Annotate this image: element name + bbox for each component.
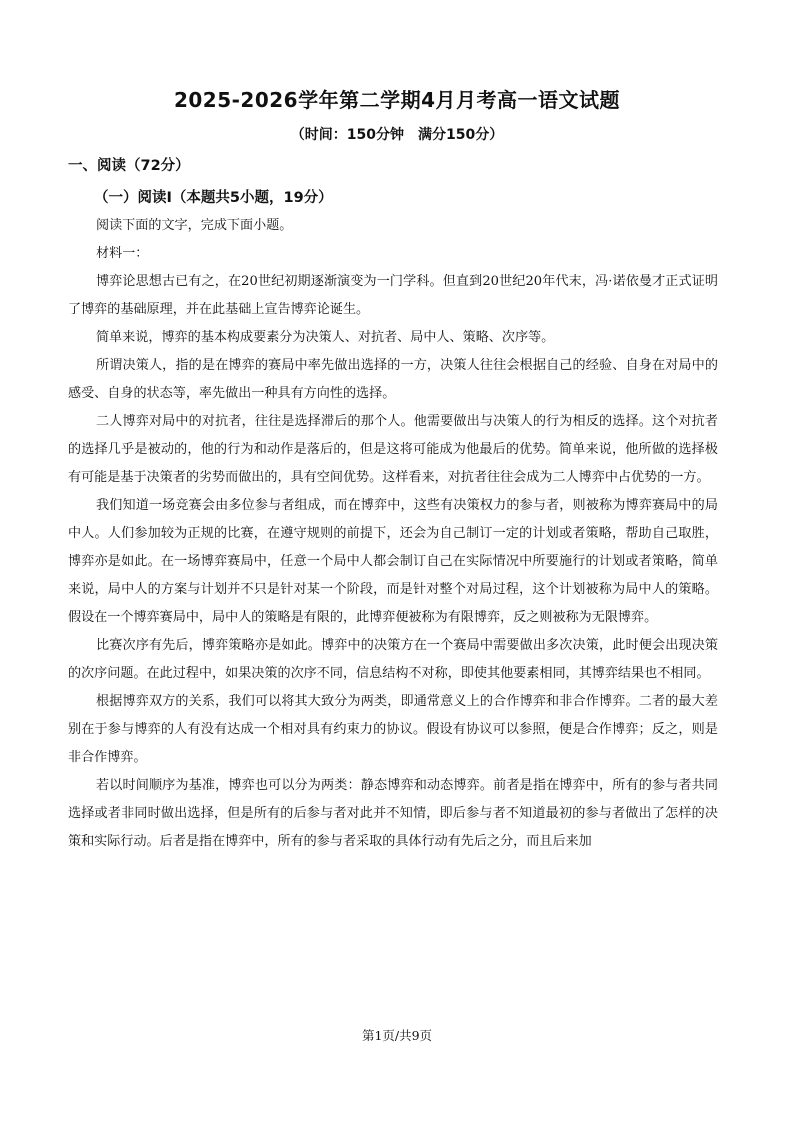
reading-passage xyxy=(68,212,718,856)
passage-paragraph: 若以时间顺序为基准，博弈也可以分为两类：静态博弈和动态博弈。前者是指在博弈中，所有的参与者共同选择或者非同时做出选择，但是所有的后参与者对此并不知情，即后参与者不知道最初的参与者做出了怎样的决策和实际行动。后者是指在博弈中，所有的参与者采取的具体行动有先后之分，而且后来加 xyxy=(68,778,718,849)
passage-paragraph: 根据博弈双方的关系，我们可以将其大致分为两类，即通常意义上的合作博弈和非合作博弈。二者的最大差别在于参与博弈的人有没有达成一个相对具有约束力的协议。假设有协议可以参照，便是合作博弈；反之，则是非合作博弈。 xyxy=(68,694,718,765)
passage-paragraph: 所谓决策人，指的是在博弈的赛局中率先做出选择的一方，决策人往往会根据自己的经验、自身在对局中的感受、自身的状态等，率先做出一种具有方向性的选择。 xyxy=(68,358,718,401)
passage-paragraph: 简单来说，博弈的基本构成要素分为决策人、对抗者、局中人、策略、次序等。 xyxy=(96,330,555,345)
subsection-heading: （一）阅读Ⅰ（本题共5小题，19分） xyxy=(94,190,333,206)
page-footer: 第1页/共9页 xyxy=(361,1028,433,1043)
passage-paragraph: 博弈论思想古已有之，在20世纪初期逐渐演变为一门学科。但直到20世纪20年代末，冯·诺依曼才正式证明了博弈的基础原理，并在此基础上宣告博弈论诞生。 xyxy=(68,274,718,317)
instruction-paragraph: 阅读下面的文字，完成下面小题。 xyxy=(96,218,293,233)
section-heading: 一、阅读（72分） xyxy=(68,158,190,174)
exam-subtitle: （时间：150分钟 满分150分） xyxy=(290,127,504,143)
passage-paragraph: 我们知道一场竞赛会由多位参与者组成，而在博弈中，这些有决策权力的参与者，则被称为博弈赛局中的局中人。人们参加较为正规的比赛，在遵守规则的前提下，还会为自己制订一定的计划或者策略，帮助自己取胜，博弈亦是如此。在一场博弈赛局中，任意一个局中人都会制订自己在实际情况中所要施行的计划或者策略，简单来说，局中人的方案与计划并不只是针对某一个阶段，而是针对整个对局过程，这个计划被称为局中人的策略。假设在一个博弈赛局中，局中人的策略是有限的，此博弈便被称为有限博弈，反之则被称为无限博弈。 xyxy=(68,498,718,625)
passage-paragraph: 二人博弈对局中的对抗者，往往是选择滞后的那个人。他需要做出与决策人的行为相反的选择。这个对抗者的选择几乎是被动的，他的行为和动作是落后的，但是这将可能成为他最后的优势。简单来说，他所做的选择极有可能是基于决策者的劣势而做出的，具有空间优势。这样看来，对抗者往往会成为二人博弈中占优势的一方。 xyxy=(68,414,718,485)
passage-paragraph: 比赛次序有先后，博弈策略亦是如此。博弈中的决策方在一个赛局中需要做出多次决策，此时便会出现决策的次序问题。在此过程中，如果决策的次序不同，信息结构不对称，即使其他要素相同，其博弈结果也不相同。 xyxy=(68,638,718,681)
exam-title: 2025-2026学年第二学期4月月考高一语文试题 xyxy=(173,88,621,112)
material-label: 材料一： xyxy=(96,246,149,261)
